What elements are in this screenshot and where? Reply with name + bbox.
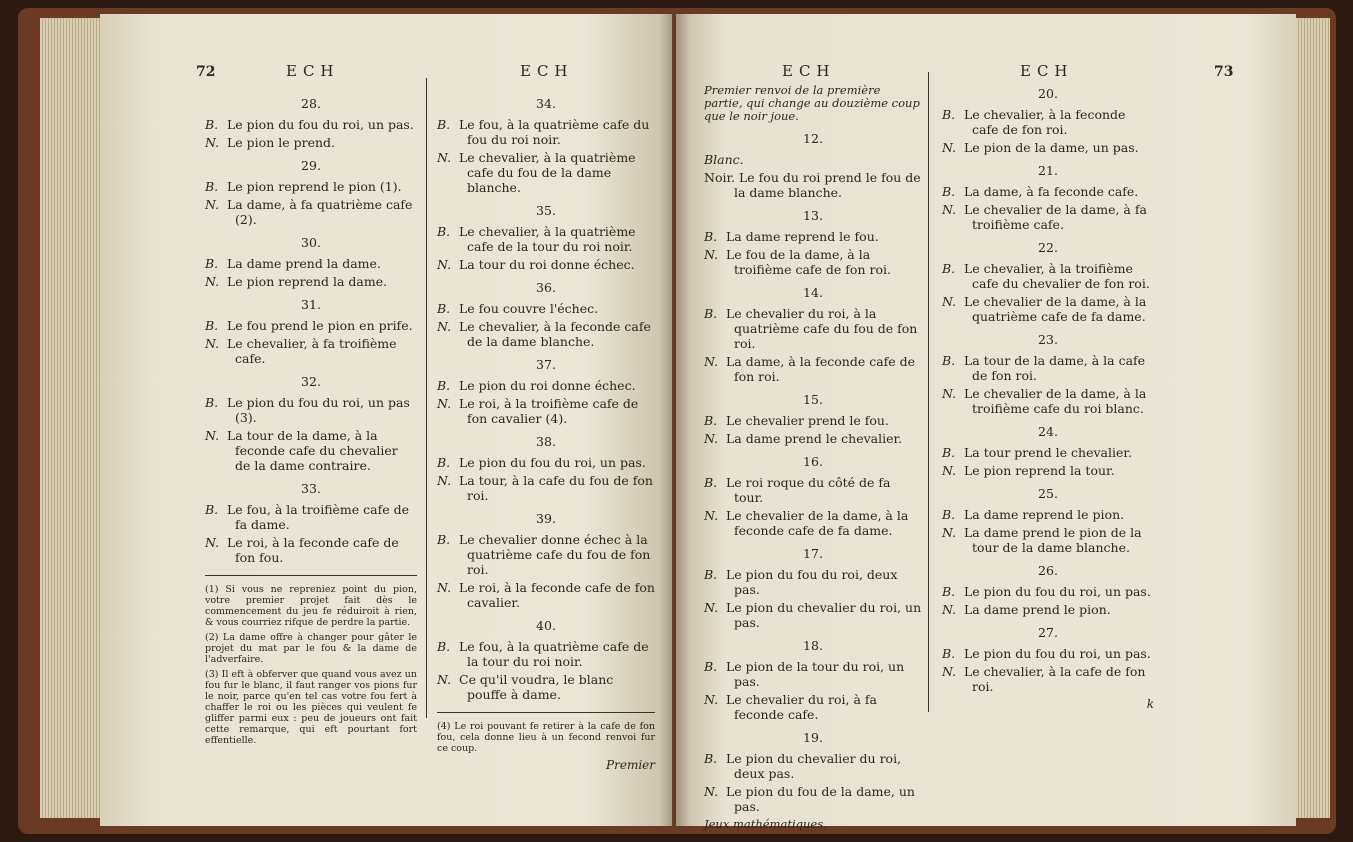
player-label: B. (942, 353, 956, 368)
player-label: B. (942, 184, 956, 199)
move-line (437, 150, 655, 195)
move-text: La tour de la dame, à la feconde cafe du chevalier de la dame contraire. (227, 428, 398, 473)
player-label: N. (704, 431, 719, 446)
move-text: Le fou, à la quatrième cafe du fou du roi noir. (459, 117, 650, 147)
entry-number: 15. (803, 392, 823, 407)
footnote-rule (205, 575, 417, 576)
page-edges-right (1290, 18, 1330, 818)
move-line (942, 353, 1154, 383)
entry-number: 21. (1038, 163, 1058, 178)
entry-number: 24. (1038, 424, 1058, 439)
move-text: La tour, à la cafe du fou de fon roi. (459, 473, 653, 503)
move-line (437, 580, 655, 610)
move-line (704, 413, 922, 428)
player-label: N. (704, 247, 719, 262)
move-line (942, 646, 1154, 661)
move-text: La dame reprend le fou. (726, 229, 879, 244)
move-line (205, 318, 417, 333)
move-text: La dame, à fa quatrième cafe (2). (227, 197, 413, 227)
move-text: Le chevalier, à la feconde cafe de fon roi. (964, 107, 1126, 137)
move-text: Le chevalier, à la feconde cafe de la dame blanche. (459, 319, 651, 349)
footnote: (3) Il eft à obferver que quand vous avez un fou fur le blanc, il faut ranger vos pions fur le noir, parce qu'en tel cas votre fou fert à chaffer le roi ou les pièces qui veulent fe gliffer parmi eux : peu de joueurs ont fait cette remarque, qui eft pourtant fort effentielle. (205, 669, 417, 746)
player-label: B. (205, 318, 219, 333)
move-text: Le pion du fou de la dame, un pas. (726, 784, 915, 814)
move-text: Ce qu'il voudra, le blanc pouffe à dame. (459, 672, 614, 702)
player-label: B. (942, 584, 956, 599)
entry-number: 23. (1038, 332, 1058, 347)
move-text: La dame prend le chevalier. (726, 431, 903, 446)
move-text: Le chevalier de la dame, à la feconde cafe de fa dame. (726, 508, 909, 538)
right-column-divider (928, 72, 929, 712)
side-label: Blanc. (704, 152, 744, 167)
player-label: N. (704, 600, 719, 615)
entry-number: 36. (536, 280, 556, 295)
entry-number: 22. (1038, 240, 1058, 255)
move-line (942, 445, 1154, 460)
move-text: Le chevalier du roi, à fa feconde cafe. (726, 692, 877, 722)
catchword: Premier (606, 758, 655, 772)
entry-number: 38. (536, 434, 556, 449)
player-label: B. (942, 107, 956, 122)
move-line (704, 354, 922, 384)
move-line (942, 107, 1154, 137)
move-text: Le pion du roi donne échec. (459, 378, 636, 393)
player-label: N. (437, 396, 452, 411)
move-text: Le fou, à la troifième cafe de fa dame. (227, 502, 410, 532)
move-line (205, 135, 417, 150)
move-line (437, 257, 655, 272)
move-line (205, 336, 417, 366)
player-label: N. (205, 274, 220, 289)
move-line (704, 751, 922, 781)
player-label: N. (437, 580, 452, 595)
move-line (205, 274, 417, 289)
entry-number: 28. (301, 96, 321, 111)
player-label: B. (205, 502, 219, 517)
move-text: Le pion reprend la tour. (964, 463, 1115, 478)
move-line (942, 184, 1154, 199)
move-line (704, 784, 922, 814)
signature-mark: k (1146, 697, 1154, 711)
move-text: Le roi, à la troifième cafe de fon cavalier (4). (459, 396, 639, 426)
footnote-rule (437, 712, 655, 713)
entry-number: 30. (301, 235, 321, 250)
player-label: N. (942, 525, 957, 540)
left-page-header-b: ECH (520, 62, 574, 80)
move-line (704, 508, 922, 538)
entry-number: 33. (301, 481, 321, 496)
move-line (704, 659, 922, 689)
player-label: N. (437, 319, 452, 334)
move-text: Le roi, à la feconde cafe de fon cavalier. (459, 580, 655, 610)
entry-number: 37. (536, 357, 556, 372)
move-text: Le fou de la dame, à la troifième cafe de fon roi. (726, 247, 891, 277)
move-line (704, 247, 922, 277)
player-label: B. (437, 224, 451, 239)
player-label: N. (205, 336, 220, 351)
move-text: La tour de la dame, à la cafe de fon roi. (964, 353, 1146, 383)
player-label: B. (205, 179, 219, 194)
entry-number: 14. (803, 285, 823, 300)
move-line (942, 525, 1154, 555)
move-text: La dame prend le pion de la tour de la dame blanche. (964, 525, 1142, 555)
right-page-column-a (704, 84, 922, 832)
player-label: B. (437, 117, 451, 132)
move-line (704, 306, 922, 351)
entry-number: 25. (1038, 486, 1058, 501)
right-page-number: 73 (1214, 64, 1234, 80)
move-text: La dame reprend le pion. (964, 507, 1125, 522)
move-text: Le pion du fou du roi, un pas. (964, 584, 1151, 599)
player-label: N. (942, 386, 957, 401)
left-column-divider (426, 78, 427, 718)
move-text: Le pion reprend la dame. (227, 274, 388, 289)
move-text: Le chevalier prend le fou. (726, 413, 889, 428)
move-text: La tour du roi donne échec. (459, 257, 635, 272)
renvoi-title: Premier renvoi de la première partie, qui change au douzième coup que le noir joue. (704, 83, 920, 123)
player-label: B. (437, 455, 451, 470)
entry-number: 20. (1038, 86, 1058, 101)
move-text: Le pion du fou du roi, un pas. (459, 455, 646, 470)
move-text: La dame prend la dame. (227, 256, 381, 271)
entry-number: 26. (1038, 563, 1058, 578)
player-label: N. (704, 354, 719, 369)
move-text: Le chevalier, à la troifième cafe du chevalier de fon roi. (964, 261, 1150, 291)
player-label: B. (437, 301, 451, 316)
player-label: B. (704, 306, 718, 321)
player-label: N. (704, 508, 719, 523)
move-text: La tour prend le chevalier. (964, 445, 1132, 460)
page-footer: Jeux mathématiques. (704, 817, 827, 831)
move-text: Le roi roque du côté de fa tour. (726, 475, 891, 505)
move-text: Le fou couvre l'échec. (459, 301, 599, 316)
player-label: N. (942, 294, 957, 309)
move-line (437, 672, 655, 702)
player-label: N. (942, 602, 957, 617)
move-line (205, 197, 417, 227)
entry-number: 31. (301, 297, 321, 312)
player-label: N. (205, 135, 220, 150)
move-line (205, 117, 417, 132)
player-label: B. (205, 256, 219, 271)
move-text: Le pion du fou du roi, un pas. (964, 646, 1151, 661)
move-text: Le fou prend le pion en prife. (227, 318, 413, 333)
player-label: B. (704, 659, 718, 674)
intro-move: Noir. Le fou du roi prend le fou de la dame blanche. (704, 170, 921, 200)
move-text: La dame, à fa feconde cafe. (964, 184, 1139, 199)
player-label: B. (437, 532, 451, 547)
player-label: N. (437, 257, 452, 272)
move-line (437, 639, 655, 669)
entry-number: 16. (803, 454, 823, 469)
player-label: N. (437, 473, 452, 488)
move-text: Le pion reprend le pion (1). (227, 179, 402, 194)
move-line (437, 378, 655, 393)
player-label: B. (704, 229, 718, 244)
player-label: N. (205, 197, 220, 212)
player-label: N. (704, 692, 719, 707)
player-label: N. (205, 535, 220, 550)
move-text: Le pion du fou du roi, deux pas. (726, 567, 898, 597)
player-label: B. (942, 261, 956, 276)
player-label: N. (704, 784, 719, 799)
move-text: Le roi, à la feconde cafe de fon fou. (227, 535, 399, 565)
move-text: Le chevalier de la dame, à la quatrième cafe de fa dame. (964, 294, 1147, 324)
move-text: Le pion du fou du roi, un pas (3). (227, 395, 410, 425)
player-label: B. (704, 413, 718, 428)
move-text: Le pion le prend. (227, 135, 335, 150)
move-text: Le chevalier, à la quatrième cafe du fou de la dame blanche. (459, 150, 636, 195)
move-text: Le fou, à la quatrième cafe de la tour du roi noir. (459, 639, 649, 669)
move-line (704, 692, 922, 722)
left-page-column-a (205, 88, 417, 750)
left-page-number: 72 (196, 64, 216, 80)
player-label: N. (942, 202, 957, 217)
move-line (704, 600, 922, 630)
move-line (205, 179, 417, 194)
move-line (704, 475, 922, 505)
move-text: Le chevalier, à la quatrième cafe de la tour du roi noir. (459, 224, 636, 254)
entry-number: 35. (536, 203, 556, 218)
player-label: N. (942, 664, 957, 679)
player-label: N. (942, 463, 957, 478)
move-text: Le pion de la dame, un pas. (964, 140, 1139, 155)
move-text: Le chevalier, à la cafe de fon roi. (964, 664, 1146, 694)
move-line (704, 567, 922, 597)
entry-number: 18. (803, 638, 823, 653)
move-line (942, 507, 1154, 522)
move-line (437, 532, 655, 577)
move-line (704, 431, 922, 446)
move-line (942, 602, 1154, 617)
player-label: N. (437, 672, 452, 687)
player-label: B. (704, 751, 718, 766)
entry-number: 34. (536, 96, 556, 111)
move-line (205, 502, 417, 532)
entry-number: 17. (803, 546, 823, 561)
left-page-column-b (437, 88, 655, 773)
move-line (437, 224, 655, 254)
entry-number: 29. (301, 158, 321, 173)
move-line (942, 386, 1154, 416)
footnote: (4) Le roi pouvant fe retirer à la cafe de fon fou, cela donne lieu à un fecond renvoi fur ce coup. (437, 721, 655, 754)
footnote: (2) La dame offre à changer pour gâter le projet du mat par le fou & la dame de l'adverfaire. (205, 632, 417, 665)
move-text: Le pion du chevalier du roi, un pas. (726, 600, 922, 630)
move-text: La dame prend le pion. (964, 602, 1111, 617)
move-line (942, 294, 1154, 324)
move-text: Le chevalier donne échec à la quatrième cafe du fou de fon roi. (459, 532, 651, 577)
entry-number: 27. (1038, 625, 1058, 640)
move-line (205, 535, 417, 565)
move-line (942, 140, 1154, 155)
player-label: B. (205, 117, 219, 132)
move-line (942, 202, 1154, 232)
entry-number: 39. (536, 511, 556, 526)
entry-number: 12. (803, 131, 823, 146)
player-label: B. (942, 445, 956, 460)
move-text: Le pion du chevalier du roi, deux pas. (726, 751, 902, 781)
right-page-header-b: ECH (1020, 62, 1074, 80)
right-column-a-entries (704, 208, 922, 814)
player-label: N. (437, 150, 452, 165)
footnote: (1) Si vous ne repreniez point du pion, votre premier projet fait dès le commencement du jeu fe réduiroit à rien, & vous courriez rifque de perdre la partie. (205, 584, 417, 628)
move-line (942, 584, 1154, 599)
player-label: N. (205, 428, 220, 443)
move-text: Le chevalier du roi, à la quatrième cafe du fou de fon roi. (726, 306, 918, 351)
book-gutter (660, 14, 690, 826)
move-line (205, 256, 417, 271)
entry-number: 40. (536, 618, 556, 633)
player-label: N. (942, 140, 957, 155)
move-line (942, 463, 1154, 478)
player-label: B. (942, 646, 956, 661)
player-label: B. (437, 378, 451, 393)
entry-number: 19. (803, 730, 823, 745)
entry-number: 32. (301, 374, 321, 389)
move-line (205, 395, 417, 425)
player-label: B. (704, 567, 718, 582)
move-line (437, 301, 655, 316)
move-text: Le pion de la tour du roi, un pas. (726, 659, 905, 689)
move-line (437, 396, 655, 426)
move-text: La dame, à la feconde cafe de fon roi. (726, 354, 916, 384)
move-line (704, 229, 922, 244)
move-line (942, 261, 1154, 291)
player-label: B. (942, 507, 956, 522)
move-text: Le chevalier, à fa troifième cafe. (227, 336, 397, 366)
move-text: Le chevalier de la dame, à fa troifième cafe. (964, 202, 1147, 232)
entry-number: 13. (803, 208, 823, 223)
right-page-header-a: ECH (782, 62, 836, 80)
move-line (437, 455, 655, 470)
player-label: B. (704, 475, 718, 490)
move-line (205, 428, 417, 473)
left-page-header: ECH (286, 62, 340, 80)
move-line (942, 664, 1154, 694)
move-line (437, 319, 655, 349)
move-line (437, 117, 655, 147)
right-page-column-b (942, 78, 1154, 712)
move-line (437, 473, 655, 503)
player-label: B. (205, 395, 219, 410)
move-text: Le pion du fou du roi, un pas. (227, 117, 414, 132)
move-text: Le chevalier de la dame, à la troifième cafe du roi blanc. (964, 386, 1147, 416)
player-label: B. (437, 639, 451, 654)
